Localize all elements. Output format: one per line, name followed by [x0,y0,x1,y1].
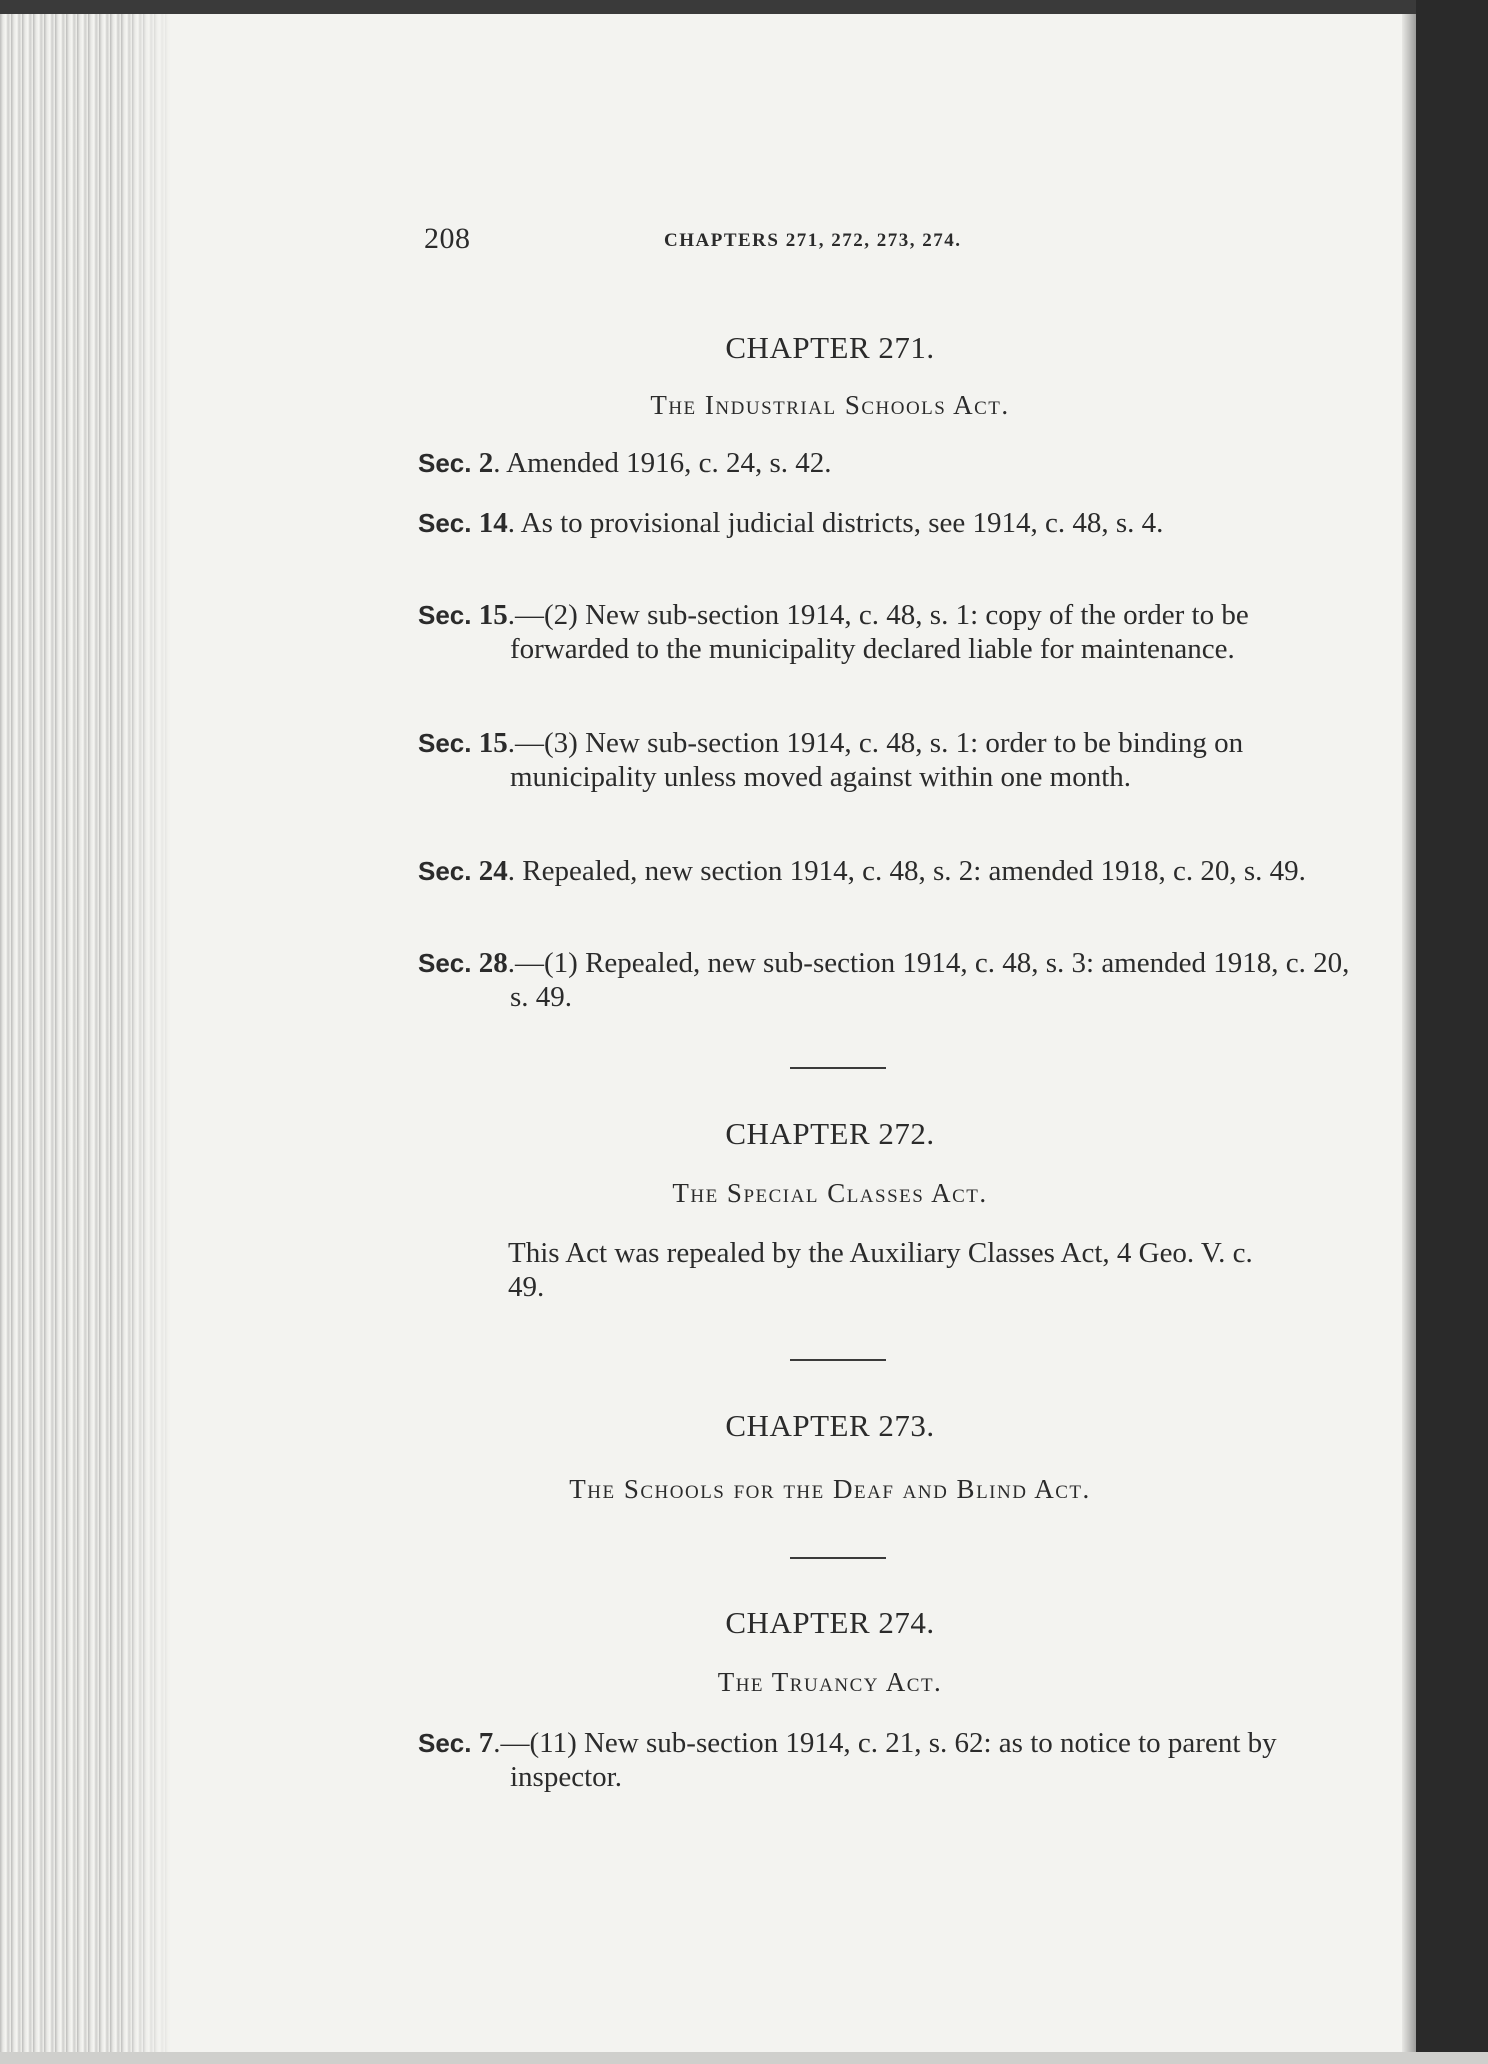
section-text: . As to provisional judicial districts, see 1914, c. 48, s. 4. [507,507,1164,539]
section-label: Sec. [418,728,472,758]
section-label: Sec. [418,948,472,978]
chapter-272-heading: CHAPTER 272. [725,1116,935,1151]
chapter-273-act-title: The Schools for the Deaf and Blind Act. [569,1474,1091,1504]
chapter-274-act-title: The Truancy Act. [717,1667,943,1697]
section-divider [790,1067,886,1069]
chapter-272-act-title: The Special Classes Act. [672,1178,988,1208]
section-label: Sec. [418,1728,472,1758]
section-number: 14 [478,507,508,539]
bottom-scan-border [0,2052,1488,2064]
chapter-271-section [418,598,1360,666]
chapter-274-section [418,1726,1360,1794]
chapter-271-section [418,446,1360,480]
chapter-271-act-title: The Industrial Schools Act. [650,390,1010,420]
section-number: 15 [478,727,508,759]
section-text: .—(1) Repealed, new sub-section 1914, c. 48, s. 3: amended 1918, c. 20, s. 49. [507,947,1350,1013]
section-divider [790,1557,886,1559]
running-head: CHAPTERS 271, 272, 273, 274. [664,230,962,251]
section-label: Sec. [418,448,472,478]
page-stack-shadow [120,0,180,2064]
section-number: 15 [478,599,508,631]
section-number: 28 [478,947,508,979]
chapter-271-section [418,854,1360,888]
page-number: 208 [424,222,471,255]
section-divider [790,1359,886,1361]
section-number: 2 [478,447,494,479]
section-text: . Amended 1916, c. 24, s. 42. [493,447,832,479]
section-number: 7 [478,1727,494,1759]
section-text: . Repealed, new section 1914, c. 48, s. 2: amended 1918, c. 20, s. 49. [507,855,1306,887]
section-text: .—(3) New sub-section 1914, c. 48, s. 1: order to be binding on municipality unless moved against within one month. [507,727,1244,793]
section-text: .—(11) New sub-section 1914, c. 21, s. 62: as to notice to parent by inspector. [493,1727,1277,1793]
section-label: Sec. [418,508,472,538]
chapter-273-heading: CHAPTER 273. [725,1408,935,1443]
chapter-274-heading: CHAPTER 274. [725,1605,935,1640]
chapter-271-section [418,506,1360,540]
chapter-271-section [418,726,1360,794]
top-scan-border [0,0,1488,14]
chapter-271-section [418,946,1360,1014]
section-number: 24 [478,855,508,887]
chapter-272-note: This Act was repealed by the Auxiliary Classes Act, 4 Geo. V. c. 49. [508,1237,1253,1303]
section-text: .—(2) New sub-section 1914, c. 48, s. 1: copy of the order to be forwarded to the municipality declared liable for maintenance. [507,599,1249,665]
chapter-271-heading: CHAPTER 271. [725,330,935,365]
right-scan-border [1416,0,1488,2064]
section-label: Sec. [418,856,472,886]
section-label: Sec. [418,600,472,630]
binding-gutter [1402,14,1416,2064]
